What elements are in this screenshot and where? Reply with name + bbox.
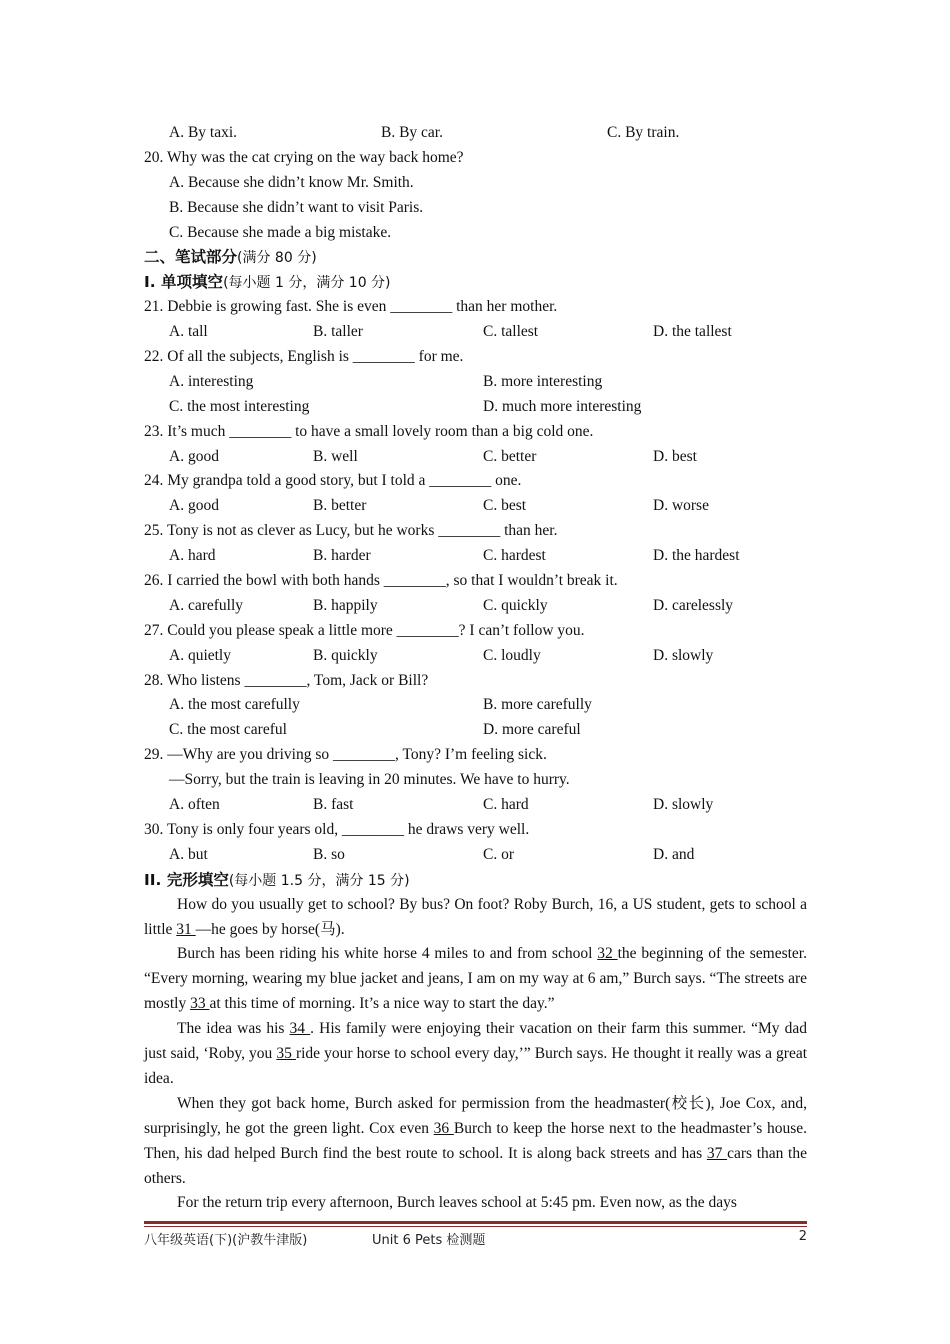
passage-text: The idea was his xyxy=(177,1020,290,1038)
page-content xyxy=(144,121,807,1216)
option: B. so xyxy=(313,845,345,863)
option: A. interesting xyxy=(169,372,254,390)
option: A. quietly xyxy=(169,646,231,664)
page-number: 2 xyxy=(798,1229,807,1244)
option: B. harder xyxy=(313,547,371,565)
option: A. carefully xyxy=(169,596,244,614)
passage-paragraph xyxy=(144,1092,807,1192)
option: D. slowly xyxy=(653,646,714,664)
option: A. good xyxy=(169,447,219,465)
option: B. fast xyxy=(313,796,354,814)
option: C. hardest xyxy=(483,547,546,565)
part-heading xyxy=(144,245,807,270)
option: C. the most interesting xyxy=(169,397,310,415)
option: C. By train. xyxy=(607,124,680,141)
section-title: I. 单项填空 xyxy=(144,273,224,292)
blank-32: 32 xyxy=(597,945,618,963)
option: B. Because she didn’t want to visit Paris. xyxy=(169,198,424,216)
option: D. much more interesting xyxy=(483,397,642,415)
section-heading xyxy=(144,868,807,893)
passage-paragraph xyxy=(144,1017,807,1092)
option: C. loudly xyxy=(483,646,541,664)
option: C. or xyxy=(483,845,514,863)
option: A. hard xyxy=(169,547,216,565)
options-row xyxy=(144,843,807,868)
question-stem-continued: —Sorry, but the train is leaving in 20 minutes. We have to hurry. xyxy=(169,771,570,789)
question-stem: 21. Debbie is growing fast. She is even ________ than her mother. xyxy=(144,298,558,316)
option: A. but xyxy=(169,845,208,863)
option: B. taller xyxy=(313,323,363,341)
passage-text: Burch to keep the horse next to the headmaster’s house. Then, his dad helped Burch find the best route to school. It is along back streets and has xyxy=(144,1119,807,1162)
blank-34: 34 xyxy=(289,1020,311,1038)
passage-text: When they got back home, Burch asked for permission from the headmaster(校长), Joe Cox, and, surprisingly, he got the green light. Cox even xyxy=(144,1094,807,1137)
blank-31: 31 xyxy=(176,920,196,938)
section-note: (每小题 1.5 分，满分 15 分) xyxy=(228,872,410,889)
section-title: II. 完形填空 xyxy=(144,870,229,889)
option: C. hard xyxy=(483,796,529,814)
options-row xyxy=(144,693,807,718)
options-row xyxy=(144,544,807,569)
section-heading xyxy=(144,270,807,295)
option: B. more carefully xyxy=(483,696,592,714)
option: C. the most careful xyxy=(169,721,287,739)
passage-text: the beginning of the semester. “Every morning, wearing my blue jacket and jeans, I am on my way at 6 am,” Burch says. “The streets are mostly xyxy=(144,945,807,1013)
options-row xyxy=(144,718,807,743)
footer-rule xyxy=(144,1221,807,1224)
option: B. By car. xyxy=(381,124,443,141)
question-stem: 22. Of all the subjects, English is ________ for me. xyxy=(144,348,464,366)
footer-rule-thin xyxy=(144,1226,807,1227)
option: D. best xyxy=(653,447,697,465)
options-row xyxy=(144,320,807,345)
question-stem: 30. Tony is only four years old, ________ he draws very well. xyxy=(144,820,530,838)
option: A. By taxi. xyxy=(169,124,238,141)
options-row xyxy=(144,370,807,395)
option: D. more careful xyxy=(483,721,581,739)
passage-text: —he goes by horse(马). xyxy=(195,920,345,938)
option: D. the hardest xyxy=(653,547,740,565)
passage-text: . His family were enjoying their vacation on their farm this summer. “My dad just said, ‘Roby, you xyxy=(144,1020,808,1063)
blank-37: 37 xyxy=(706,1144,728,1162)
options-row xyxy=(144,395,807,420)
passage-text: cars than the others. xyxy=(144,1144,807,1187)
options-row xyxy=(144,644,807,669)
footer-unit-title: Unit 6 Pets 检测题 xyxy=(372,1233,486,1248)
option: A. tall xyxy=(169,323,208,341)
option: B. happily xyxy=(313,596,378,614)
passage-paragraph xyxy=(144,1191,807,1216)
section-note: (每小题 1 分，满分 10 分) xyxy=(223,275,391,292)
option: C. Because she made a big mistake. xyxy=(169,223,392,241)
blank-33: 33 xyxy=(190,995,210,1013)
question-stem: 26. I carried the bowl with both hands ________, so that I wouldn’t break it. xyxy=(144,572,618,590)
option: C. tallest xyxy=(483,323,539,341)
passage-text: How do you usually get to school? By bus? On foot? Roby Burch, 16, a US student, gets to school a little xyxy=(144,895,807,938)
option: C. quickly xyxy=(483,596,548,614)
blank-36: 36 xyxy=(433,1119,454,1137)
option: B. quickly xyxy=(313,646,378,664)
footer-book-title: 八年级英语(下)(沪教牛津版) xyxy=(144,1233,308,1248)
passage-paragraph xyxy=(144,942,807,1017)
option: D. slowly xyxy=(653,796,714,814)
option: A. often xyxy=(169,796,220,814)
option: D. worse xyxy=(653,497,709,515)
passage-text: at this time of morning. It’s a nice way to start the day.” xyxy=(209,995,555,1013)
option: B. more interesting xyxy=(483,372,603,390)
question-stem: 27. Could you please speak a little more ________? I can’t follow you. xyxy=(144,621,585,639)
question-stem: 25. Tony is not as clever as Lucy, but he works ________ than her. xyxy=(144,522,558,540)
question-stem: 29. —Why are you driving so ________, Tony? I’m feeling sick. xyxy=(144,746,547,764)
options-row xyxy=(144,594,807,619)
option: C. best xyxy=(483,497,527,515)
part-title: 二、笔试部分 xyxy=(144,248,238,267)
question-stem: 24. My grandpa told a good story, but I told a ________ one. xyxy=(144,472,522,490)
question-stem: 28. Who listens ________, Tom, Jack or Bill? xyxy=(144,671,429,689)
question-stem: 23. It’s much ________ to have a small lovely room than a big cold one. xyxy=(144,422,594,440)
option: C. better xyxy=(483,447,537,465)
option: B. well xyxy=(313,447,358,465)
page-footer xyxy=(144,1229,807,1249)
question-stem: 20. Why was the cat crying on the way back home? xyxy=(144,148,464,166)
q19-options xyxy=(144,121,807,146)
option: A. good xyxy=(169,497,219,515)
option: D. and xyxy=(653,845,695,863)
passage-text: For the return trip every afternoon, Burch leaves school at 5:45 pm. Even now, as the days xyxy=(177,1194,737,1212)
passage-text: Burch has been riding his white horse 4 miles to and from school xyxy=(177,945,598,963)
option: D. the tallest xyxy=(653,323,732,341)
part-note: (满分 80 分) xyxy=(237,250,317,267)
option: B. better xyxy=(313,497,367,515)
options-row xyxy=(144,793,807,818)
passage-text: ride your horse to school every day,’” Burch says. He thought it really was a great idea. xyxy=(144,1045,808,1087)
options-row xyxy=(144,445,807,470)
option: D. carelessly xyxy=(653,596,734,614)
option: A. Because she didn’t know Mr. Smith. xyxy=(169,173,414,191)
passage-paragraph xyxy=(144,893,807,943)
option: A. the most carefully xyxy=(169,696,300,714)
blank-35: 35 xyxy=(276,1045,296,1063)
options-row xyxy=(144,494,807,519)
